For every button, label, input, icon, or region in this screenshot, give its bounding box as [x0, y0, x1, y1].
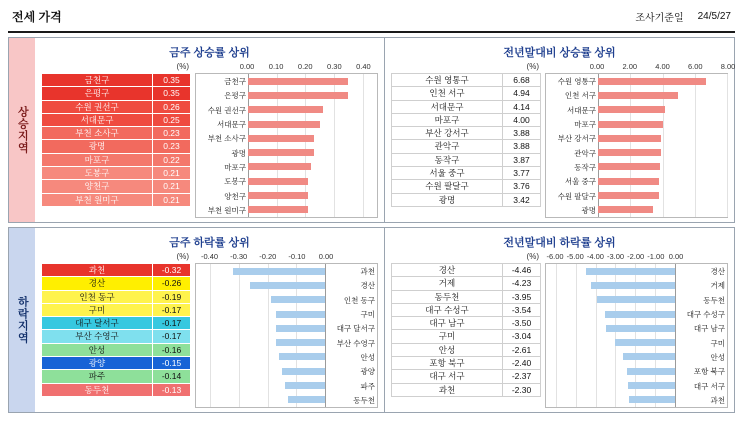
rank-region-name: 구미	[42, 303, 153, 316]
rank-value: -3.04	[503, 330, 541, 343]
rank-region-name: 부산 수영구	[42, 330, 153, 343]
rank-value: 3.87	[503, 153, 541, 166]
chart-bar	[248, 163, 311, 170]
rank-region-name: 수원 팔달구	[392, 180, 503, 193]
axis-tick-label: 0.00	[668, 252, 684, 261]
rank-region-name: 대구 서구	[392, 370, 503, 383]
rank-table-weekly-falling	[41, 263, 191, 397]
rank-region-name: 거제	[392, 277, 503, 290]
table-row	[392, 383, 541, 396]
page-header	[8, 6, 735, 33]
rank-value: -3.50	[503, 317, 541, 330]
chart-plot-weekly-rising	[195, 73, 378, 218]
axis-tick-label: 2.00	[622, 62, 638, 71]
chart-category-label: 수원 영통구	[557, 77, 596, 87]
rank-value: 0.23	[153, 127, 191, 140]
survey-date: 24/5/27	[697, 11, 731, 22]
rank-value: 0.26	[153, 100, 191, 113]
survey-info	[635, 9, 731, 24]
chart-category-label: 과천	[360, 267, 375, 277]
rank-value: 3.88	[503, 127, 541, 140]
rank-value: -3.54	[503, 303, 541, 316]
table-row	[42, 330, 191, 343]
chart-bar	[282, 368, 325, 375]
table-row	[392, 193, 541, 206]
panel-title-weekly-rising: 금주 상승률 상위	[169, 47, 250, 59]
rank-region-name: 과천	[392, 383, 503, 396]
rank-value: -0.26	[153, 277, 191, 290]
chart-axis-weekly-rising	[195, 62, 378, 73]
rank-value: 0.23	[153, 140, 191, 153]
chart-yoy-rising	[545, 62, 736, 218]
chart-bar	[598, 178, 659, 185]
rank-region-name: 양천구	[42, 180, 153, 193]
chart-category-label: 양천구	[224, 191, 246, 201]
rank-region-name: 마포구	[392, 113, 503, 126]
chart-axis-yoy-falling	[545, 252, 728, 263]
table-row	[42, 343, 191, 356]
chart-bar	[276, 311, 325, 318]
chart-bar	[288, 396, 325, 403]
rank-value: -0.32	[153, 264, 191, 277]
rank-value: -4.23	[503, 277, 541, 290]
rank-value: -0.19	[153, 290, 191, 303]
page-title: 전세 가격	[12, 10, 62, 24]
rank-value: -0.13	[153, 383, 191, 396]
rank-value: 3.42	[503, 193, 541, 206]
chart-bar	[598, 92, 678, 99]
chart-category-label: 경산	[710, 267, 725, 277]
chart-category-label: 부산 수영구	[336, 338, 375, 348]
table-row	[392, 180, 541, 193]
rank-value: -2.30	[503, 383, 541, 396]
panel-weekly-rising	[35, 38, 384, 222]
panel-title-yoy-rising: 전년말대비 상승률 상위	[503, 47, 616, 59]
chart-category-label: 마포구	[574, 120, 596, 130]
chart-category-label: 구미	[360, 310, 375, 320]
chart-weekly-rising	[195, 62, 378, 218]
chart-bar	[629, 396, 675, 403]
chart-plot-yoy-falling	[545, 263, 728, 408]
rank-table-yoy-falling	[391, 263, 541, 397]
rank-region-name: 경산	[392, 264, 503, 277]
table-row	[42, 383, 191, 396]
chart-category-label: 수원 권선구	[207, 105, 246, 115]
axis-tick-label: 0.00	[589, 62, 605, 71]
rank-value: 0.25	[153, 113, 191, 126]
chart-bar	[248, 149, 314, 156]
axis-tick-label: -0.40	[200, 252, 219, 261]
axis-tick-label: 4.00	[655, 62, 670, 71]
rank-region-name: 서대문구	[42, 113, 153, 126]
axis-tick-label: -2.00	[627, 252, 645, 261]
chart-bar	[623, 353, 675, 360]
rank-region-name: 광명	[42, 140, 153, 153]
table-row	[392, 167, 541, 180]
axis-tick-label: -3.00	[606, 252, 625, 261]
table-row	[392, 330, 541, 343]
rank-region-name: 도봉구	[42, 167, 153, 180]
band-falling	[8, 227, 735, 413]
chart-category-label: 경산	[360, 281, 375, 291]
table-row	[392, 277, 541, 290]
plot-area	[196, 264, 325, 407]
chart-bar	[598, 135, 661, 142]
table-row	[42, 87, 191, 100]
rank-region-name: 수원 권선구	[42, 100, 153, 113]
table-row	[42, 317, 191, 330]
rank-region-name: 경산	[42, 277, 153, 290]
table-row	[42, 370, 191, 383]
chart-bar	[276, 339, 325, 346]
chart-bar	[606, 325, 675, 332]
chart-bar	[597, 296, 675, 303]
rank-table-yoy-rising	[391, 73, 541, 207]
panel-yoy-falling	[384, 228, 734, 412]
rank-value: 4.00	[503, 113, 541, 126]
chart-bar	[248, 78, 348, 85]
rank-value: -0.14	[153, 370, 191, 383]
table-row	[42, 167, 191, 180]
rank-region-name: 은평구	[42, 87, 153, 100]
survey-label: 조사기준일	[635, 13, 684, 24]
table-row	[42, 303, 191, 316]
plot-area	[546, 264, 675, 407]
unit-label-yoy-rising: (%)	[526, 62, 539, 71]
rank-value: 0.21	[153, 193, 191, 206]
chart-category-label: 관악구	[574, 148, 596, 158]
rank-value: 3.88	[503, 140, 541, 153]
chart-category-label: 동두천	[353, 395, 375, 405]
table-row	[392, 357, 541, 370]
chart-axis-weekly-falling	[195, 252, 378, 263]
chart-category-label: 은평구	[224, 91, 246, 101]
table-row	[392, 100, 541, 113]
rank-value: -2.37	[503, 370, 541, 383]
grid-line	[210, 264, 211, 407]
axis-tick-label: 6.00	[687, 62, 703, 71]
rank-region-name: 동두천	[392, 290, 503, 303]
chart-bar	[628, 382, 675, 389]
chart-category-label: 거제	[710, 281, 725, 291]
plot-area	[598, 74, 727, 217]
chart-category-label: 안성	[360, 352, 375, 362]
table-row	[392, 264, 541, 277]
rank-region-name: 부산 강서구	[392, 127, 503, 140]
chart-bar	[233, 268, 325, 275]
rank-table-weekly-rising	[41, 73, 191, 207]
chart-category-label: 대구 남구	[693, 324, 725, 334]
grid-line	[695, 74, 696, 217]
rank-region-name: 안성	[392, 343, 503, 356]
rank-value: 0.22	[153, 153, 191, 166]
chart-category-label: 부산 강서구	[557, 134, 596, 144]
table-weekly-rising	[41, 62, 191, 218]
grid-line	[576, 264, 577, 407]
rank-value: -0.17	[153, 317, 191, 330]
chart-bar	[250, 282, 325, 289]
rank-value: -0.15	[153, 357, 191, 370]
band-label-falling: 하락지역	[9, 228, 35, 412]
chart-category-label: 서울 중구	[564, 177, 596, 187]
chart-category-label: 안성	[710, 352, 725, 362]
chart-bar	[279, 353, 325, 360]
table-row	[42, 127, 191, 140]
axis-tick-label: 0.20	[297, 62, 313, 71]
table-row	[392, 290, 541, 303]
rank-region-name: 동두천	[42, 383, 153, 396]
rank-value: 0.21	[153, 180, 191, 193]
axis-tick-label: 0.10	[268, 62, 284, 71]
table-row	[392, 317, 541, 330]
rank-region-name: 수원 영통구	[392, 74, 503, 87]
table-row	[392, 87, 541, 100]
panel-title-yoy-falling: 전년말대비 하락률 상위	[503, 237, 616, 249]
rank-region-name: 대구 수성구	[392, 303, 503, 316]
table-yoy-rising	[391, 62, 541, 218]
grid-line	[727, 74, 728, 217]
chart-category-label: 광명	[581, 205, 596, 215]
axis-zero-line	[675, 264, 676, 407]
rank-region-name: 인천 동구	[42, 290, 153, 303]
chart-bar	[248, 178, 308, 185]
chart-bar	[598, 192, 659, 199]
chart-bar	[598, 163, 660, 170]
chart-category-label: 부천 원미구	[207, 205, 246, 215]
rank-value: 3.76	[503, 180, 541, 193]
chart-bar	[605, 311, 675, 318]
panel-title-weekly-falling: 금주 하락률 상위	[169, 237, 250, 249]
chart-bar	[248, 135, 314, 142]
chart-bar	[248, 206, 308, 213]
plot-area	[248, 74, 377, 217]
table-row	[392, 113, 541, 126]
rank-region-name: 광양	[42, 357, 153, 370]
chart-bar	[615, 339, 675, 346]
table-row	[392, 127, 541, 140]
table-row	[42, 264, 191, 277]
rank-region-name: 과천	[42, 264, 153, 277]
chart-weekly-falling	[195, 252, 378, 408]
rank-value: 4.94	[503, 87, 541, 100]
table-row	[42, 290, 191, 303]
chart-bar	[591, 282, 675, 289]
table-row	[392, 74, 541, 87]
table-weekly-falling	[41, 252, 191, 408]
rank-value: 0.21	[153, 167, 191, 180]
rank-region-name: 포항 북구	[392, 357, 503, 370]
table-row	[42, 140, 191, 153]
axis-tick-label: -6.00	[546, 252, 564, 261]
rank-region-name: 마포구	[42, 153, 153, 166]
chart-category-label: 대구 수성구	[686, 310, 725, 320]
axis-tick-label: -0.10	[288, 252, 306, 261]
rank-region-name: 대구 달서구	[42, 317, 153, 330]
rank-value: -2.61	[503, 343, 541, 356]
grid-line	[556, 264, 557, 407]
axis-tick-label: 0.30	[327, 62, 342, 71]
rank-value: 6.68	[503, 74, 541, 87]
chart-yoy-falling	[545, 252, 728, 408]
panel-grid	[8, 37, 735, 413]
table-row	[42, 277, 191, 290]
axis-tick-label: -5.00	[566, 252, 584, 261]
chart-bar	[285, 382, 325, 389]
table-row	[42, 74, 191, 87]
axis-tick-label: -0.30	[230, 252, 248, 261]
rank-region-name: 서울 중구	[392, 167, 503, 180]
axis-tick-label: 0.00	[239, 62, 255, 71]
chart-axis-yoy-rising	[545, 62, 736, 73]
chart-category-label: 금천구	[224, 77, 246, 87]
axis-tick-label: -0.20	[259, 252, 277, 261]
chart-category-label: 수원 팔달구	[557, 191, 596, 201]
rank-value: -4.46	[503, 264, 541, 277]
table-row	[42, 193, 191, 206]
table-row	[42, 357, 191, 370]
rank-region-name: 금천구	[42, 74, 153, 87]
chart-bar	[598, 149, 661, 156]
rank-region-name: 서대문구	[392, 100, 503, 113]
rank-value: 3.77	[503, 167, 541, 180]
rank-region-name: 부천 원미구	[42, 193, 153, 206]
rank-value: -0.16	[153, 343, 191, 356]
chart-category-label: 포항 북구	[693, 367, 725, 377]
unit-label-weekly-rising: (%)	[176, 62, 189, 71]
rank-region-name: 인천 서구	[392, 87, 503, 100]
axis-tick-label: -4.00	[586, 252, 604, 261]
table-row	[42, 113, 191, 126]
rank-region-name: 안성	[42, 343, 153, 356]
chart-category-label: 인천 동구	[343, 295, 375, 305]
chart-category-label: 서대문구	[567, 105, 596, 115]
chart-plot-weekly-falling	[195, 263, 378, 408]
chart-bar	[248, 106, 323, 113]
rank-region-name: 파주	[42, 370, 153, 383]
panel-yoy-rising	[384, 38, 734, 222]
axis-zero-line	[325, 264, 326, 407]
rank-value: -0.17	[153, 330, 191, 343]
rank-value: -2.40	[503, 357, 541, 370]
rank-value: -0.17	[153, 303, 191, 316]
axis-tick-label: -1.00	[647, 252, 665, 261]
table-yoy-falling	[391, 252, 541, 408]
chart-category-label: 서대문구	[217, 120, 246, 130]
chart-category-label: 대구 서구	[693, 381, 725, 391]
rank-value: 0.35	[153, 74, 191, 87]
chart-bar	[248, 92, 348, 99]
chart-category-label: 광명	[231, 148, 246, 158]
chart-category-label: 인천 서구	[564, 91, 596, 101]
table-row	[42, 180, 191, 193]
chart-bar	[248, 192, 308, 199]
table-row	[392, 140, 541, 153]
grid-line	[239, 264, 240, 407]
table-row	[42, 100, 191, 113]
unit-label-yoy-falling: (%)	[526, 252, 539, 261]
chart-category-label: 파주	[360, 381, 375, 391]
table-row	[392, 343, 541, 356]
chart-category-label: 과천	[710, 395, 725, 405]
grid-line	[363, 74, 364, 217]
table-row	[392, 370, 541, 383]
chart-bar	[276, 325, 325, 332]
chart-category-label: 대구 달서구	[336, 324, 375, 334]
rank-region-name: 광명	[392, 193, 503, 206]
chart-bar	[627, 368, 675, 375]
table-row	[392, 153, 541, 166]
table-row	[42, 153, 191, 166]
panel-weekly-falling	[35, 228, 384, 412]
chart-category-label: 부천 소사구	[207, 134, 246, 144]
rank-value: -3.95	[503, 290, 541, 303]
chart-plot-yoy-rising	[545, 73, 728, 218]
table-row	[392, 303, 541, 316]
axis-tick-label: 0.00	[318, 252, 334, 261]
rank-value: 4.14	[503, 100, 541, 113]
chart-category-label: 광양	[360, 367, 375, 377]
band-label-rising: 상승지역	[9, 38, 35, 222]
chart-category-label: 도봉구	[224, 177, 246, 187]
chart-bar	[598, 78, 706, 85]
rank-region-name: 동작구	[392, 153, 503, 166]
axis-tick-label: 0.40	[356, 62, 371, 71]
chart-bar	[598, 106, 665, 113]
rank-value: 0.35	[153, 87, 191, 100]
rank-region-name: 관악구	[392, 140, 503, 153]
rank-region-name: 구미	[392, 330, 503, 343]
chart-category-label: 동작구	[574, 162, 596, 172]
rank-region-name: 대구 남구	[392, 317, 503, 330]
chart-bar	[598, 206, 653, 213]
chart-category-label: 동두천	[703, 295, 725, 305]
chart-category-label: 구미	[710, 338, 725, 348]
band-rising	[8, 37, 735, 223]
unit-label-weekly-falling: (%)	[176, 252, 189, 261]
chart-bar	[271, 296, 325, 303]
rank-region-name: 부천 소사구	[42, 127, 153, 140]
chart-bar	[248, 121, 320, 128]
chart-category-label: 마포구	[224, 162, 246, 172]
axis-tick-label: 8.00	[720, 62, 736, 71]
chart-bar	[586, 268, 675, 275]
chart-bar	[598, 121, 663, 128]
